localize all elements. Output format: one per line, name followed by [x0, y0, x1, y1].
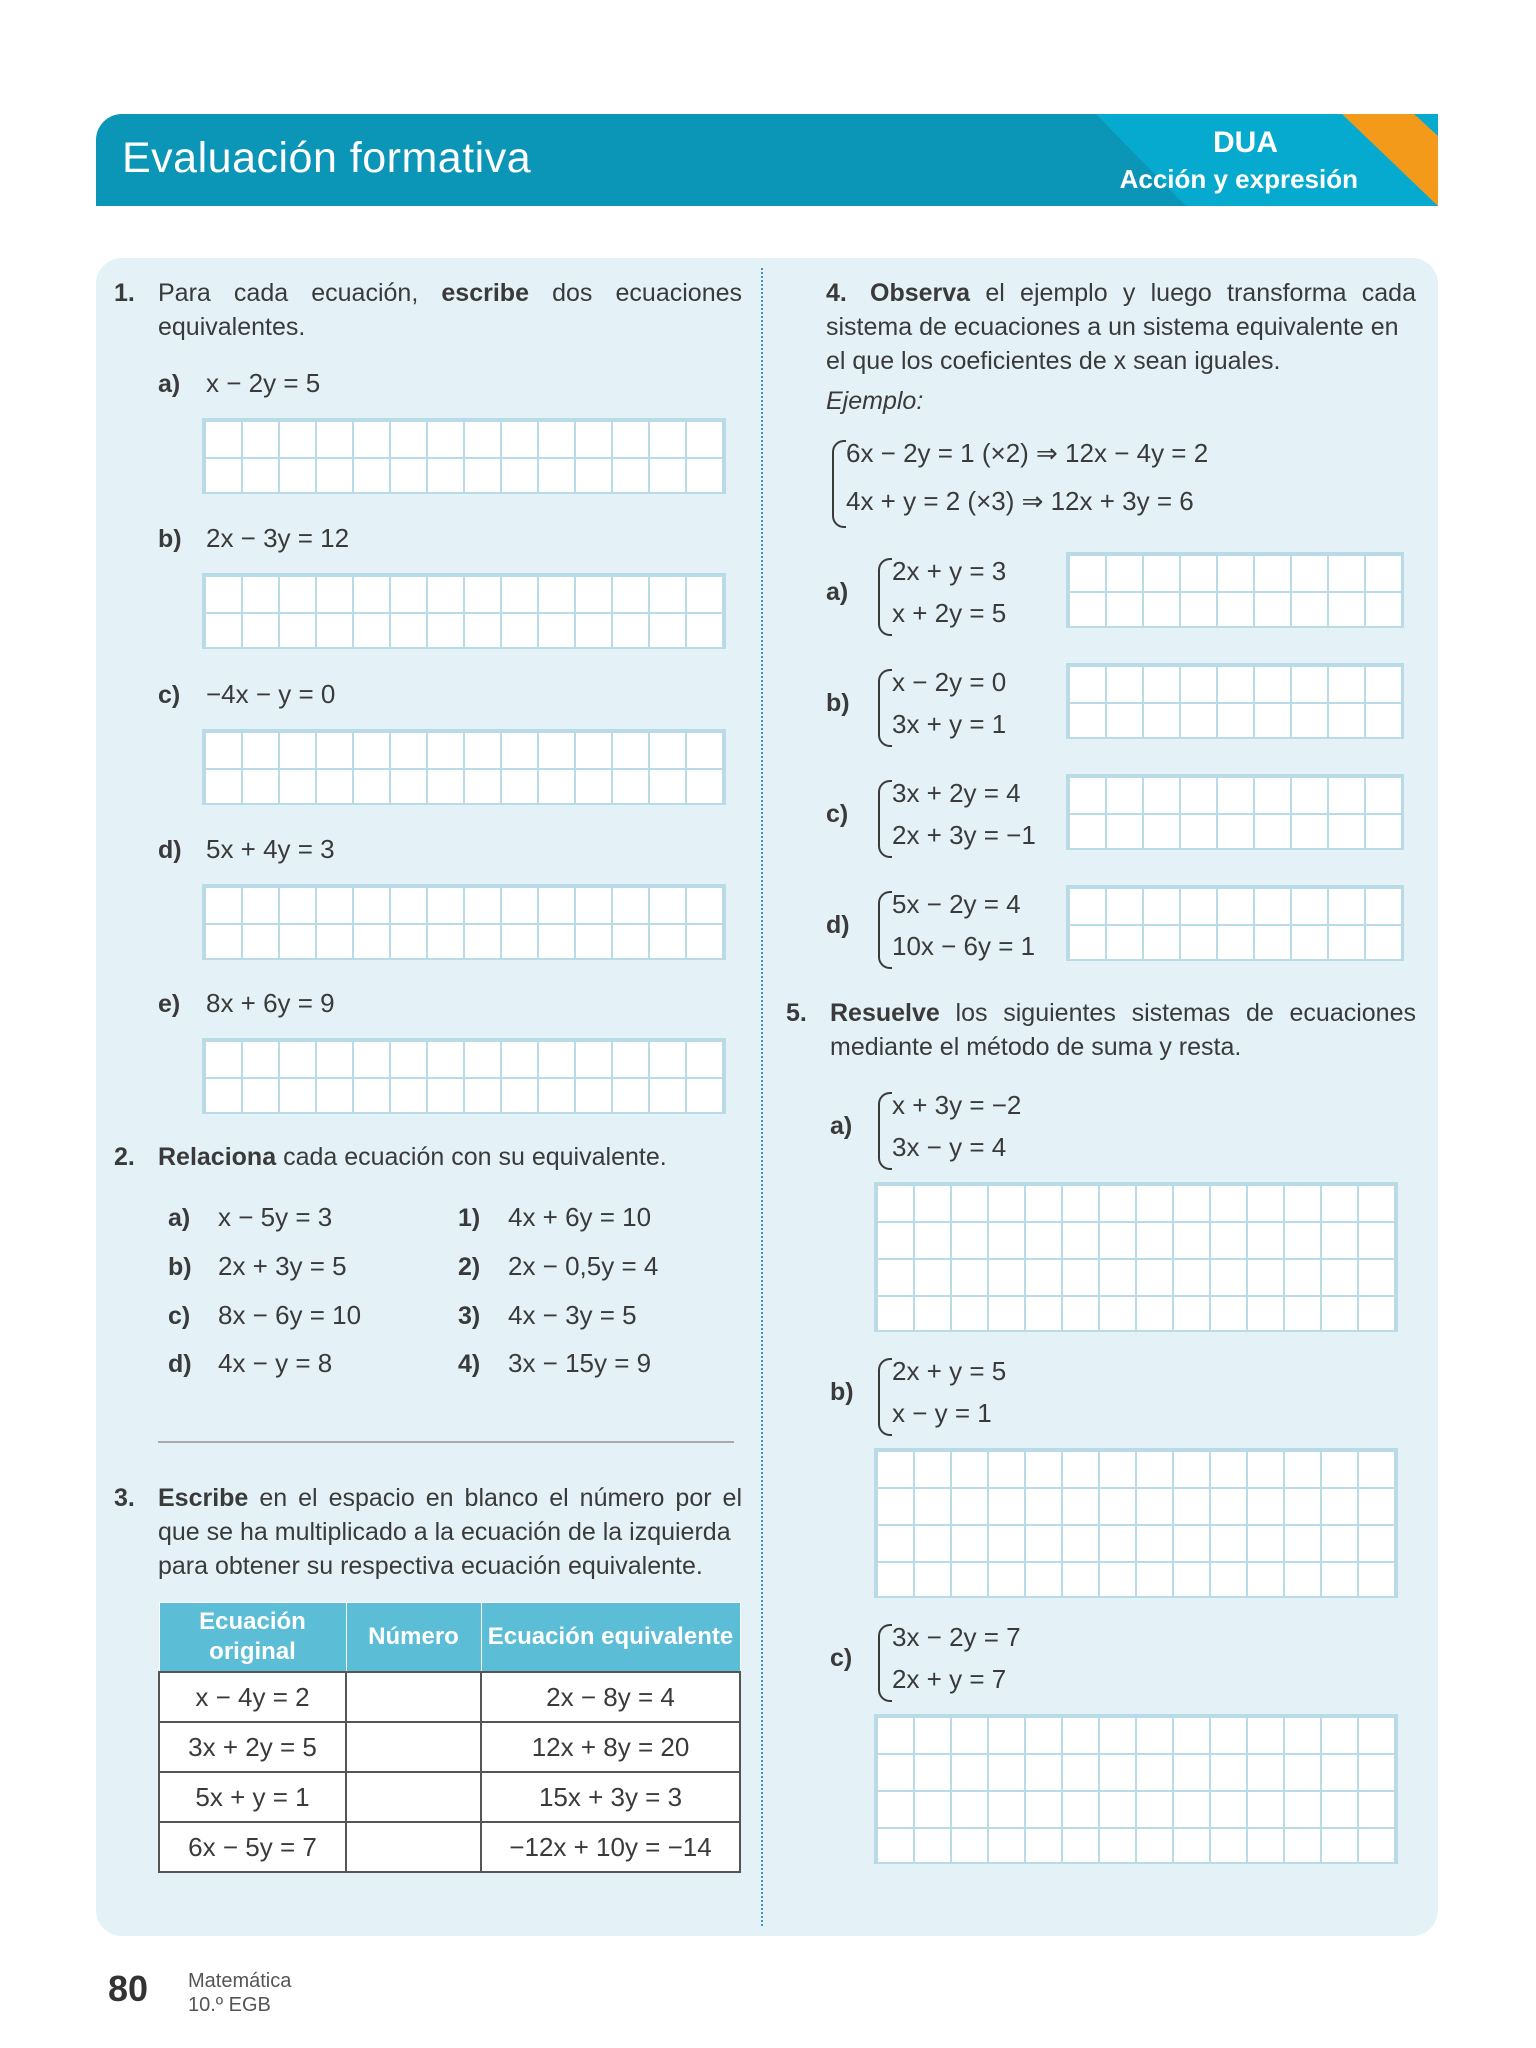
q4-a-eq1: 2x + y = 3: [892, 556, 1007, 586]
brace-icon: [878, 1092, 892, 1170]
q4-d-label: d): [826, 911, 850, 939]
q2-left-c-label: c): [168, 1302, 191, 1330]
q3-line2: que se ha multiplicado a la ecuación de la izquierda: [158, 1518, 731, 1546]
q2-right-3-equation: 4x − 3y = 5: [508, 1300, 637, 1330]
q2-right-1-label: 1): [458, 1204, 481, 1232]
q3-line3: para obtener su respectiva ecuación equivalente.: [158, 1552, 703, 1580]
q1-e-equation: 8x + 6y = 9: [206, 988, 335, 1018]
q5-a-label: a): [830, 1112, 853, 1140]
page-number: 80: [108, 1968, 149, 2009]
cell-equivalente: 12x + 8y = 20: [481, 1722, 740, 1772]
q4-b-label: b): [826, 689, 850, 717]
q1-d-answer-grid[interactable]: [202, 884, 726, 960]
header-original: Ecuación original: [159, 1603, 346, 1673]
table-row: [159, 1822, 740, 1872]
q1-c-label: c): [158, 681, 181, 709]
q5-line2: mediante el método de suma y resta.: [830, 1033, 1242, 1061]
q2-left-b-equation: 2x + 3y = 5: [218, 1251, 347, 1281]
q2-left-a-label: a): [168, 1204, 191, 1232]
q4-b-eq1: x − 2y = 0: [892, 667, 1007, 697]
q4-number: 4.: [826, 279, 847, 307]
q2-right-2-label: 2): [458, 1253, 481, 1281]
q4-c-eq1: 3x + 2y = 4: [892, 778, 1021, 808]
q5-a-eq2: 3x − y = 4: [892, 1132, 1007, 1162]
q4-c-answer-grid[interactable]: [1066, 774, 1404, 850]
q1-number: 1.: [114, 279, 135, 307]
footer-subject: Matemática: [188, 1970, 292, 1992]
q5-b-answer-grid[interactable]: [874, 1448, 1398, 1598]
q4-d-answer-grid[interactable]: [1066, 885, 1404, 961]
q4-b-answer-grid[interactable]: [1066, 663, 1404, 739]
cell-numero[interactable]: [346, 1672, 481, 1722]
q1-e-label: e): [158, 990, 181, 1018]
cell-original: x − 4y = 2: [159, 1672, 346, 1722]
q3-number: 3.: [114, 1484, 135, 1512]
q5-b-eq2: x − y = 1: [892, 1398, 992, 1428]
q4-example-eq1: 6x − 2y = 1 (×2) ⇒ 12x − 4y = 2: [846, 438, 1209, 468]
q5-line1: Resuelve los siguientes sistemas de ecuaciones: [830, 999, 1416, 1027]
q1-d-label: d): [158, 836, 182, 864]
q5-c-eq2: 2x + y = 7: [892, 1664, 1007, 1694]
dua-title: DUA: [1213, 126, 1278, 159]
dua-subtitle: Acción y expresión: [1119, 164, 1358, 194]
brace-icon: [878, 669, 892, 747]
q2-left-a-equation: x − 5y = 3: [218, 1202, 333, 1232]
q1-a-label: a): [158, 370, 181, 398]
footer-grade: 10.º EGB: [188, 1994, 271, 2016]
q4-d-eq1: 5x − 2y = 4: [892, 889, 1021, 919]
q2-right-3-label: 3): [458, 1302, 481, 1330]
q5-number: 5.: [786, 999, 807, 1027]
q1-c-answer-grid[interactable]: [202, 729, 726, 805]
q4-a-answer-grid[interactable]: [1066, 552, 1404, 628]
q4-line2: sistema de ecuaciones a un sistema equivalente en: [826, 313, 1399, 341]
header-numero: Número: [346, 1603, 481, 1673]
q5-c-label: c): [830, 1644, 853, 1672]
q4-c-label: c): [826, 800, 849, 828]
q4-d-eq2: 10x − 6y = 1: [892, 931, 1036, 961]
brace-icon: [878, 891, 892, 969]
q5-b-label: b): [830, 1378, 854, 1406]
q5-c-eq1: 3x − 2y = 7: [892, 1622, 1021, 1652]
q4-a-eq2: x + 2y = 5: [892, 598, 1007, 628]
column-divider: [761, 268, 763, 1926]
q5-a-answer-grid[interactable]: [874, 1182, 1398, 1332]
q1-c-equation: −4x − y = 0: [206, 679, 336, 709]
table-row: [159, 1722, 740, 1772]
header-equivalente: Ecuación equivalente: [481, 1603, 740, 1673]
cell-numero[interactable]: [346, 1722, 481, 1772]
q2-right-4-equation: 3x − 15y = 9: [508, 1348, 652, 1378]
q2-instruction: Relaciona cada ecuación con su equivalente.: [158, 1143, 667, 1171]
brace-icon: [878, 558, 892, 636]
cell-equivalente: −12x + 10y = −14: [481, 1822, 740, 1872]
q2-number: 2.: [114, 1143, 135, 1171]
q2-right-1-equation: 4x + 6y = 10: [508, 1202, 652, 1232]
q4-a-label: a): [826, 578, 849, 606]
q1-line2: equivalentes.: [158, 313, 306, 341]
q2-left-c-equation: 8x − 6y = 10: [218, 1300, 362, 1330]
q1-b-label: b): [158, 525, 182, 553]
q2-left-b-label: b): [168, 1253, 192, 1281]
cell-original: 5x + y = 1: [159, 1772, 346, 1822]
q4-line1: Observa el ejemplo y luego transforma cada: [870, 279, 1416, 307]
header-banner: [96, 114, 1438, 206]
q4-b-eq2: 3x + y = 1: [892, 709, 1007, 739]
q1-e-answer-grid[interactable]: [202, 1038, 726, 1114]
cell-original: 6x − 5y = 7: [159, 1822, 346, 1872]
cell-original: 3x + 2y = 5: [159, 1722, 346, 1772]
q2-right-4-label: 4): [458, 1350, 481, 1378]
q1-a-answer-grid[interactable]: [202, 418, 726, 494]
cell-equivalente: 15x + 3y = 3: [481, 1772, 740, 1822]
q3-table: [158, 1602, 741, 1873]
table-row: [159, 1772, 740, 1822]
brace-icon: [878, 1624, 892, 1702]
table-header-row: [159, 1603, 740, 1673]
q4-c-eq2: 2x + 3y = −1: [892, 820, 1036, 850]
q5-c-answer-grid[interactable]: [874, 1714, 1398, 1864]
cell-numero[interactable]: [346, 1772, 481, 1822]
cell-numero[interactable]: [346, 1822, 481, 1872]
q1-b-equation: 2x − 3y = 12: [206, 523, 350, 553]
brace-icon: [832, 440, 846, 528]
q5-b-eq1: 2x + y = 5: [892, 1356, 1007, 1386]
q3-line1: Escribe en el espacio en blanco el número por el: [158, 1484, 742, 1512]
brace-icon: [878, 780, 892, 858]
answer-line[interactable]: [158, 1441, 734, 1443]
q1-line1: Para cada ecuación, escribe dos ecuaciones: [158, 279, 742, 307]
q4-example-label: Ejemplo:: [826, 387, 924, 415]
table-row: [159, 1672, 740, 1722]
q2-left-d-equation: 4x − y = 8: [218, 1348, 333, 1378]
q5-a-eq1: x + 3y = −2: [892, 1090, 1022, 1120]
q1-a-equation: x − 2y = 5: [206, 368, 321, 398]
q4-line3: el que los coeficientes de x sean iguales.: [826, 347, 1281, 375]
q2-left-d-label: d): [168, 1350, 192, 1378]
cell-equivalente: 2x − 8y = 4: [481, 1672, 740, 1722]
page-title: Evaluación formativa: [122, 134, 532, 182]
q2-right-2-equation: 2x − 0,5y = 4: [508, 1251, 659, 1281]
q4-example-eq2: 4x + y = 2 (×3) ⇒ 12x + 3y = 6: [846, 486, 1194, 516]
q1-b-answer-grid[interactable]: [202, 573, 726, 649]
brace-icon: [878, 1358, 892, 1436]
q1-d-equation: 5x + 4y = 3: [206, 834, 335, 864]
